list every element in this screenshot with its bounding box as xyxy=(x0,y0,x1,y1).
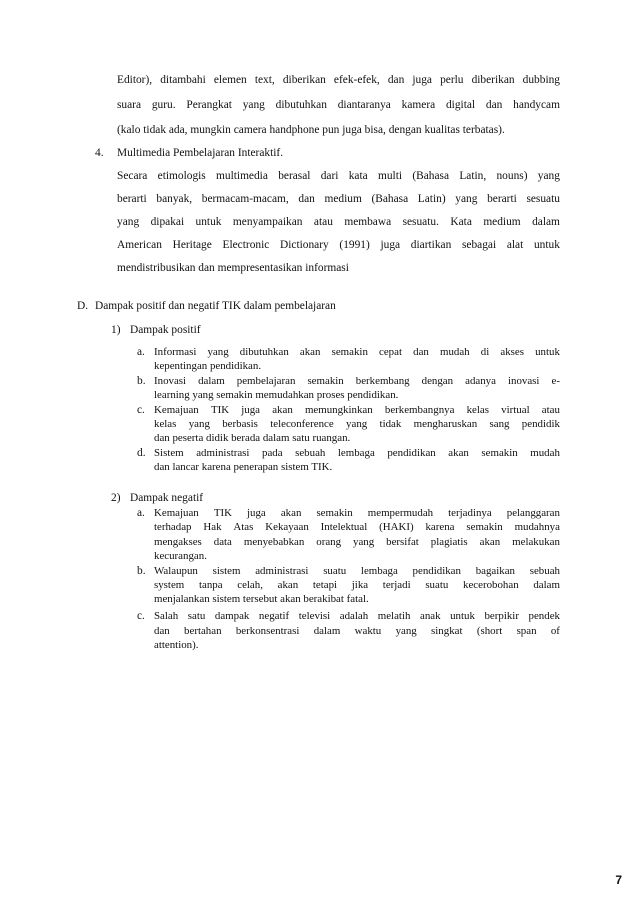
word: virtual xyxy=(501,404,530,416)
word: mempermudah xyxy=(367,507,434,519)
word: bagaikan xyxy=(475,565,515,577)
page-number: 7 xyxy=(615,873,622,887)
word: Secara xyxy=(117,170,148,182)
paragraph-line xyxy=(154,418,560,430)
word: American xyxy=(117,239,162,251)
word: dan xyxy=(154,625,170,637)
word: Salah xyxy=(154,610,179,622)
paragraph-line: dan peserta didik berada dalam satu ruangan. xyxy=(154,432,351,444)
word: yang xyxy=(455,193,478,205)
word: terjadinya xyxy=(448,507,492,519)
word: text, xyxy=(254,74,275,86)
word: efek-efek, xyxy=(333,74,380,86)
word: menyebabkan xyxy=(243,536,305,548)
word: yang xyxy=(346,418,368,430)
word: lembaga xyxy=(360,565,398,577)
word: dari xyxy=(320,170,339,182)
word: berkembangnya xyxy=(384,404,455,416)
paragraph-line: learning yang semakin memudahkan proses pendidikan. xyxy=(154,389,399,401)
word: data xyxy=(213,536,232,548)
word: diberikan xyxy=(282,74,326,86)
paragraph-line: menjalankan sistem tersebut akan berakibat fatal. xyxy=(154,593,369,605)
paragraph-line xyxy=(117,99,560,111)
word: akan xyxy=(448,447,469,459)
word: multimedia xyxy=(216,170,268,182)
paragraph-line xyxy=(154,536,560,548)
word: adanya xyxy=(465,375,496,387)
word: pendek xyxy=(528,610,560,622)
paragraph-line xyxy=(154,565,560,577)
word: Perangkat xyxy=(186,99,232,111)
word: TIK xyxy=(210,404,230,416)
word: pendidik xyxy=(521,418,560,430)
word: yang xyxy=(117,216,140,228)
word: sistem xyxy=(212,565,241,577)
word: juga xyxy=(412,74,432,86)
word: sesuatu. xyxy=(402,216,439,228)
word: etimologis xyxy=(157,170,206,182)
word: berarti xyxy=(487,193,517,205)
list-letter: c. xyxy=(137,404,145,416)
word: Kemajuan xyxy=(154,404,199,416)
word: Heritage xyxy=(172,239,212,251)
word: pendidikan xyxy=(387,447,436,459)
word: berkembang xyxy=(355,375,410,387)
word: kelas xyxy=(154,418,177,430)
word: berkonsentrasi xyxy=(235,625,300,637)
word: dan xyxy=(413,346,429,358)
word: mengakses xyxy=(154,536,202,548)
item-heading: Multimedia Pembelajaran Interaktif. xyxy=(117,147,284,159)
word: jika xyxy=(351,579,369,591)
word: yang xyxy=(188,418,210,430)
word: mudahnya xyxy=(514,521,560,533)
paragraph-line xyxy=(154,346,560,358)
list-letter: b. xyxy=(137,565,146,577)
word: berbasis xyxy=(222,418,258,430)
word: dalam xyxy=(533,579,560,591)
word: e- xyxy=(551,375,560,387)
paragraph-line xyxy=(154,375,560,387)
word: suatu xyxy=(425,579,449,591)
word: Latin, xyxy=(459,170,487,182)
word: berasal xyxy=(278,170,311,182)
word: dalam xyxy=(532,216,560,228)
paragraph-line xyxy=(117,216,560,228)
word: sesuatu xyxy=(526,193,560,205)
word: dampak xyxy=(214,610,250,622)
subsection-number: 2) xyxy=(111,492,121,504)
paragraph-line xyxy=(154,507,560,519)
word: lembaga xyxy=(337,447,375,459)
word: medium xyxy=(324,193,362,205)
word: berpikir xyxy=(484,610,519,622)
paragraph-line xyxy=(154,521,560,533)
word: pendidikan xyxy=(412,565,461,577)
word: anak xyxy=(419,610,441,622)
paragraph-line xyxy=(154,610,560,622)
word: kecerobohan xyxy=(463,579,519,591)
word: untuk xyxy=(533,239,560,251)
paragraph-line xyxy=(154,625,560,637)
word: banyak, xyxy=(156,193,193,205)
word: yang xyxy=(395,625,417,637)
word: atau xyxy=(313,216,333,228)
word: sang xyxy=(489,418,510,430)
word: diantaranya xyxy=(337,99,391,111)
word: terjadi xyxy=(382,579,411,591)
word: akan xyxy=(280,507,302,519)
word: Dictionary xyxy=(280,239,329,251)
word: terhadap xyxy=(154,521,192,533)
word: pelanggaran xyxy=(506,507,560,519)
word: elemen xyxy=(213,74,247,86)
word: akan xyxy=(479,536,501,548)
word: bersifat xyxy=(386,536,419,548)
word: perlu xyxy=(440,74,464,86)
paragraph-line: (kalo tidak ada, mungkin camera handphone pun juga bisa, dengan kualitas terbatas). xyxy=(117,124,505,136)
word: celah, xyxy=(237,579,263,591)
list-number: 4. xyxy=(95,147,104,159)
word: untuk xyxy=(450,610,475,622)
word: dalam xyxy=(198,375,225,387)
word: yang xyxy=(242,99,265,111)
paragraph-line xyxy=(154,404,560,416)
word: Atas xyxy=(233,521,254,533)
word: pada xyxy=(262,447,283,459)
word: bermacam-macam, xyxy=(201,193,289,205)
word: digital xyxy=(445,99,476,111)
list-letter: a. xyxy=(137,346,145,358)
word: singkat xyxy=(431,625,463,637)
word: atau xyxy=(541,404,560,416)
word: melakukan xyxy=(512,536,560,548)
word: akses xyxy=(500,346,524,358)
word: suatu xyxy=(323,565,347,577)
word: tidak xyxy=(379,418,402,430)
word: medium xyxy=(483,216,521,228)
word: (Bahasa xyxy=(412,170,450,182)
word: TIK xyxy=(213,507,232,519)
word: orang xyxy=(316,536,342,548)
word: dipakai xyxy=(150,216,185,228)
word: kamera xyxy=(401,99,436,111)
word: akan xyxy=(299,346,321,358)
word: juga xyxy=(241,404,261,416)
word: dan xyxy=(485,99,503,111)
word: pembelajaran xyxy=(236,375,296,387)
paragraph-line xyxy=(154,579,560,591)
word: negatif xyxy=(258,610,290,622)
word: dan xyxy=(298,193,315,205)
word: (short xyxy=(476,625,503,637)
word: dan xyxy=(387,74,405,86)
word: dubbing xyxy=(522,74,560,86)
word: sebagai xyxy=(461,239,497,251)
word: mengharuskan xyxy=(413,418,478,430)
word: kelas xyxy=(466,404,489,416)
word: cepat xyxy=(379,346,402,358)
word: plagiatis xyxy=(430,536,468,548)
word: karena xyxy=(425,521,455,533)
word: waktu xyxy=(354,625,382,637)
word: yang xyxy=(537,170,560,182)
word: Hak xyxy=(203,521,222,533)
word: semakin xyxy=(466,521,503,533)
word: melatih xyxy=(377,610,411,622)
subsection-number: 1) xyxy=(111,324,121,336)
word: bertahan xyxy=(184,625,222,637)
word: administrasi xyxy=(255,565,309,577)
word: membawa xyxy=(344,216,392,228)
paragraph-line xyxy=(117,193,560,205)
word: berarti xyxy=(117,193,147,205)
word: di xyxy=(480,346,490,358)
word: yang xyxy=(353,536,375,548)
word: Latin) xyxy=(417,193,446,205)
word: Inovasi xyxy=(154,375,187,387)
word: semakin xyxy=(331,346,368,358)
word: system xyxy=(154,579,185,591)
word: Intelektual xyxy=(320,521,368,533)
word: multi xyxy=(378,170,403,182)
section-heading: Dampak positif dan negatif TIK dalam pembelajaran xyxy=(95,300,336,312)
word: juga xyxy=(247,507,266,519)
word: mudah xyxy=(530,447,560,459)
list-letter: d. xyxy=(137,447,146,459)
word: inovasi xyxy=(507,375,540,387)
word: dengan xyxy=(421,375,454,387)
paragraph-line: kepentingan pendidikan. xyxy=(154,360,262,372)
word: Kata xyxy=(450,216,472,228)
word: nouns) xyxy=(496,170,528,182)
word: sebuah xyxy=(295,447,326,459)
word: Kemajuan xyxy=(154,507,199,519)
word: adalah xyxy=(339,610,369,622)
word: kata xyxy=(348,170,368,182)
word: Informasi xyxy=(154,346,197,358)
word: handycam xyxy=(513,99,560,111)
subsection-heading: Dampak negatif xyxy=(130,492,204,504)
paragraph-line: mendistribusikan dan mempresentasikan informasi xyxy=(117,262,349,274)
word: yang xyxy=(207,346,229,358)
word: of xyxy=(550,625,560,637)
word: menyampaikan xyxy=(232,216,303,228)
word: tanpa xyxy=(198,579,223,591)
word: dalam xyxy=(313,625,341,637)
word: suara xyxy=(117,99,142,111)
word: diartikan xyxy=(410,239,452,251)
word: memungkinkan xyxy=(304,404,373,416)
word: (1991) xyxy=(339,239,370,251)
word: diberikan xyxy=(471,74,515,86)
paragraph-line: kecurangan. xyxy=(154,550,207,562)
word: mudah xyxy=(439,346,470,358)
word: tetapi xyxy=(312,579,338,591)
word: televisi xyxy=(298,610,331,622)
word: satu xyxy=(187,610,206,622)
word: akan xyxy=(272,404,293,416)
word: Sistem xyxy=(154,447,184,459)
word: alat xyxy=(506,239,524,251)
word: Walaupun xyxy=(154,565,198,577)
word: semakin xyxy=(481,447,518,459)
word: dibutuhkan xyxy=(275,99,327,111)
paragraph-line: attention). xyxy=(154,639,199,651)
word: sebuah xyxy=(529,565,560,577)
paragraph-line xyxy=(154,447,560,459)
word: Kekayaan xyxy=(265,521,309,533)
word: (HAKI) xyxy=(379,521,414,533)
word: administrasi xyxy=(196,447,250,459)
word: semakin xyxy=(307,375,344,387)
word: Electronic xyxy=(222,239,270,251)
word: guru. xyxy=(151,99,176,111)
paragraph-line xyxy=(117,170,560,182)
paragraph-line xyxy=(117,74,560,86)
word: teleconference xyxy=(270,418,334,430)
list-letter: a. xyxy=(137,507,145,519)
word: span xyxy=(516,625,537,637)
section-letter: D. xyxy=(77,300,89,312)
word: akan xyxy=(277,579,299,591)
list-letter: b. xyxy=(137,375,146,387)
word: untuk xyxy=(195,216,222,228)
paragraph-line xyxy=(117,239,560,251)
subsection-heading: Dampak positif xyxy=(130,324,201,336)
list-letter: c. xyxy=(137,610,145,622)
word: Editor), xyxy=(117,74,153,86)
word: (Bahasa xyxy=(371,193,409,205)
word: ditambahi xyxy=(160,74,206,86)
word: juga xyxy=(380,239,401,251)
word: dibutuhkan xyxy=(239,346,289,358)
word: untuk xyxy=(535,346,560,358)
paragraph-line: dan lancar karena penerapan sistem TIK. xyxy=(154,461,333,473)
word: semakin xyxy=(316,507,353,519)
